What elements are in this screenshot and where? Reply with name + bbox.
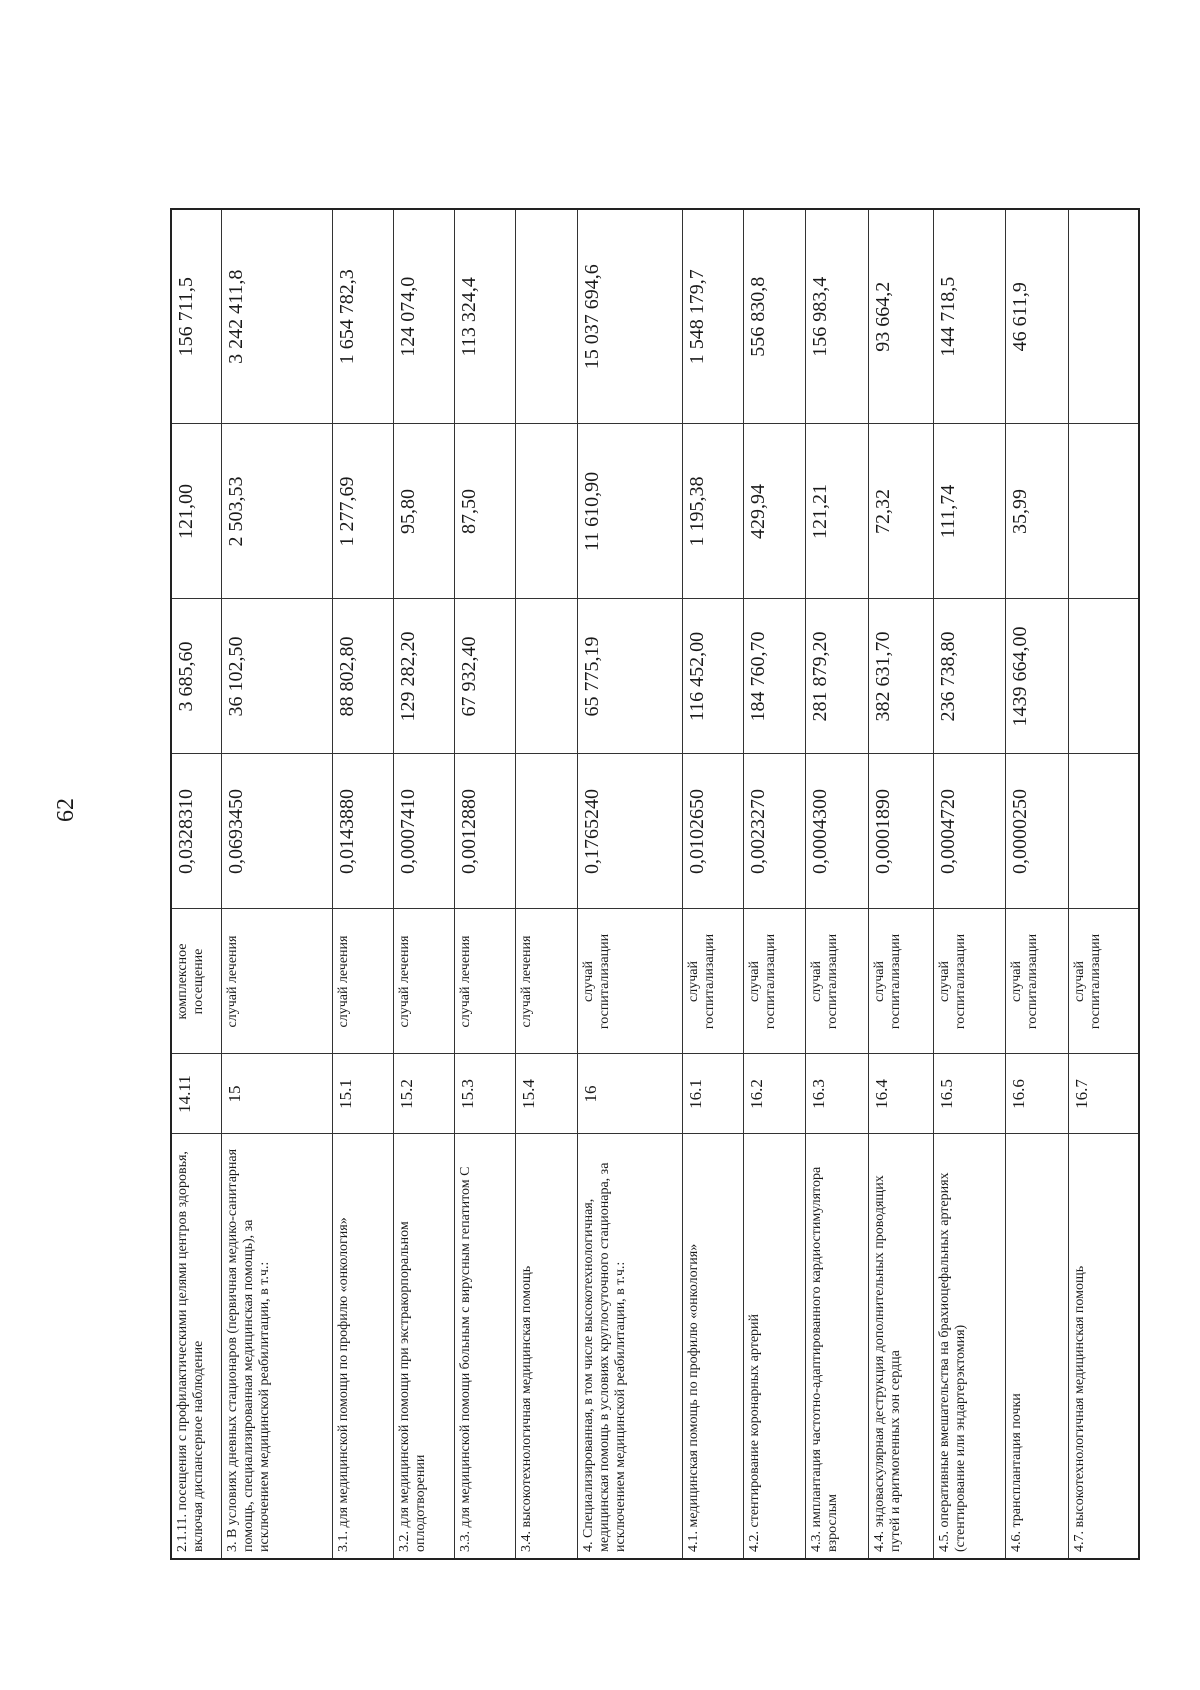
table-row (1069, 209, 1139, 1559)
row-cost-cell: 281 879,20 (805, 599, 868, 754)
row-total-cell: 1 654 782,3 (332, 209, 393, 424)
table-body (171, 209, 1139, 1559)
row-name-cell: 3.1. для медицинской помощи по профилю «онкология» (332, 1134, 393, 1559)
table-row (933, 209, 1005, 1559)
row-cost-cell: 116 452,00 (683, 599, 744, 754)
table-row (869, 209, 934, 1559)
row-per-capita-cell: 72,32 (869, 424, 934, 599)
row-total-cell: 46 611,9 (1005, 209, 1068, 424)
row-name-cell: 4.7. высокотехнологичная медицинская помощь (1069, 1134, 1139, 1559)
row-norm-cell: 0,0001890 (869, 754, 934, 909)
row-total-cell: 15 037 694,6 (577, 209, 683, 424)
row-total-cell: 93 664,2 (869, 209, 934, 424)
row-total-cell: 556 830,8 (744, 209, 805, 424)
table-row (516, 209, 577, 1559)
row-unit-cell: случай госпитализации (933, 909, 1005, 1054)
row-total-cell: 156 983,4 (805, 209, 868, 424)
row-code-cell: 16.2 (744, 1054, 805, 1134)
row-total-cell: 124 074,0 (394, 209, 455, 424)
row-name-cell: 3. В условиях дневных стационаров (первичная медико-санитарная помощь, специализированная медицинская помощь), за исключением медицинской реабилитации, в т.ч.: (221, 1134, 332, 1559)
table-row (683, 209, 744, 1559)
row-per-capita-cell: 11 610,90 (577, 424, 683, 599)
row-cost-cell: 65 775,19 (577, 599, 683, 754)
row-norm-cell: 0,0143880 (332, 754, 393, 909)
page-number: 62 (53, 798, 79, 822)
row-code-cell: 15 (221, 1054, 332, 1134)
row-norm-cell: 0,0328310 (171, 754, 221, 909)
row-name-cell: 3.3. для медицинской помощи больным с вирусным гепатитом С (455, 1134, 516, 1559)
row-norm-cell: 0,0012880 (455, 754, 516, 909)
row-name-cell: 4.4. эндоваскулярная деструкция дополнительных проводящих путей и аритмогенных зон сердца (869, 1134, 934, 1559)
row-code-cell: 16 (577, 1054, 683, 1134)
row-norm-cell (516, 754, 577, 909)
row-cost-cell: 88 802,80 (332, 599, 393, 754)
row-unit-cell: случай госпитализации (869, 909, 934, 1054)
row-unit-cell: случай госпитализации (1069, 909, 1139, 1054)
row-unit-cell: случай госпитализации (744, 909, 805, 1054)
row-unit-cell: случай лечения (516, 909, 577, 1054)
row-per-capita-cell: 87,50 (455, 424, 516, 599)
row-cost-cell (1069, 599, 1139, 754)
row-name-cell: 4.2. стентирование коронарных артерий (744, 1134, 805, 1559)
row-name-cell: 4.5. оперативные вмешательства на брахиоцефальных артериях (стентирование или эндартерэктомия) (933, 1134, 1005, 1559)
row-cost-cell (516, 599, 577, 754)
row-total-cell: 1 548 179,7 (683, 209, 744, 424)
row-cost-cell: 67 932,40 (455, 599, 516, 754)
table-row (221, 209, 332, 1559)
row-name-cell: 4.6. трансплантация почки (1005, 1134, 1068, 1559)
table-row (394, 209, 455, 1559)
row-name-cell: 2.1.11. посещения с профилактическими целями центров здоровья, включая диспансерное наблюдение (171, 1134, 221, 1559)
row-unit-cell: случай госпитализации (1005, 909, 1068, 1054)
row-norm-cell: 0,0693450 (221, 754, 332, 909)
row-unit-cell: случай госпитализации (683, 909, 744, 1054)
row-total-cell: 156 711,5 (171, 209, 221, 424)
row-cost-cell: 236 738,80 (933, 599, 1005, 754)
row-cost-cell: 184 760,70 (744, 599, 805, 754)
row-per-capita-cell: 121,00 (171, 424, 221, 599)
row-code-cell: 16.7 (1069, 1054, 1139, 1134)
row-code-cell: 14.11 (171, 1054, 221, 1134)
row-code-cell: 15.1 (332, 1054, 393, 1134)
table-row (805, 209, 868, 1559)
row-norm-cell (1069, 754, 1139, 909)
row-code-cell: 16.6 (1005, 1054, 1068, 1134)
row-unit-cell: случай лечения (455, 909, 516, 1054)
table-row (577, 209, 683, 1559)
row-cost-cell: 3 685,60 (171, 599, 221, 754)
row-norm-cell: 0,0004300 (805, 754, 868, 909)
row-per-capita-cell: 1 277,69 (332, 424, 393, 599)
table-row (1005, 209, 1068, 1559)
row-code-cell: 16.3 (805, 1054, 868, 1134)
rotated-table-wrapper (170, 210, 1140, 1560)
row-cost-cell: 382 631,70 (869, 599, 934, 754)
row-unit-cell: случай госпитализации (805, 909, 868, 1054)
row-code-cell: 16.1 (683, 1054, 744, 1134)
row-norm-cell: 0,0102650 (683, 754, 744, 909)
row-cost-cell: 129 282,20 (394, 599, 455, 754)
row-unit-cell: случай лечения (332, 909, 393, 1054)
row-total-cell: 113 324,4 (455, 209, 516, 424)
row-per-capita-cell (516, 424, 577, 599)
row-unit-cell: случай госпитализации (577, 909, 683, 1054)
row-per-capita-cell: 95,80 (394, 424, 455, 599)
row-unit-cell: случай лечения (394, 909, 455, 1054)
row-per-capita-cell: 35,99 (1005, 424, 1068, 599)
row-per-capita-cell: 121,21 (805, 424, 868, 599)
row-per-capita-cell: 1 195,38 (683, 424, 744, 599)
row-total-cell: 144 718,5 (933, 209, 1005, 424)
table-row (455, 209, 516, 1559)
row-per-capita-cell: 429,94 (744, 424, 805, 599)
row-norm-cell: 0,0000250 (1005, 754, 1068, 909)
row-cost-cell: 36 102,50 (221, 599, 332, 754)
row-name-cell: 4. Специализированная, в том числе высокотехнологичная, медицинская помощь в условиях круглосуточного стационара, за исключением медицинской реабилитации, в т.ч.: (577, 1134, 683, 1559)
row-total-cell (1069, 209, 1139, 424)
table-row (332, 209, 393, 1559)
row-norm-cell: 0,0004720 (933, 754, 1005, 909)
row-per-capita-cell: 111,74 (933, 424, 1005, 599)
row-norm-cell: 0,0023270 (744, 754, 805, 909)
row-name-cell: 3.2. для медицинской помощи при экстракорпоральном оплодотворении (394, 1134, 455, 1559)
row-cost-cell: 1439 664,00 (1005, 599, 1068, 754)
financing-table (170, 208, 1140, 1560)
row-name-cell: 4.3. имплантация частотно-адаптированного кардиостимулятора взрослым (805, 1134, 868, 1559)
row-name-cell: 4.1. медицинская помощь по профилю «онкология» (683, 1134, 744, 1559)
row-code-cell: 15.3 (455, 1054, 516, 1134)
row-per-capita-cell (1069, 424, 1139, 599)
row-unit-cell: случай лечения (221, 909, 332, 1054)
row-per-capita-cell: 2 503,53 (221, 424, 332, 599)
row-total-cell (516, 209, 577, 424)
row-norm-cell: 0,0007410 (394, 754, 455, 909)
row-unit-cell: комплексное посещение (171, 909, 221, 1054)
row-name-cell: 3.4. высокотехнологичная медицинская помощь (516, 1134, 577, 1559)
row-code-cell: 15.4 (516, 1054, 577, 1134)
row-code-cell: 16.5 (933, 1054, 1005, 1134)
table-row (744, 209, 805, 1559)
row-norm-cell: 0,1765240 (577, 754, 683, 909)
row-code-cell: 16.4 (869, 1054, 934, 1134)
table-row (171, 209, 221, 1559)
row-code-cell: 15.2 (394, 1054, 455, 1134)
row-total-cell: 3 242 411,8 (221, 209, 332, 424)
